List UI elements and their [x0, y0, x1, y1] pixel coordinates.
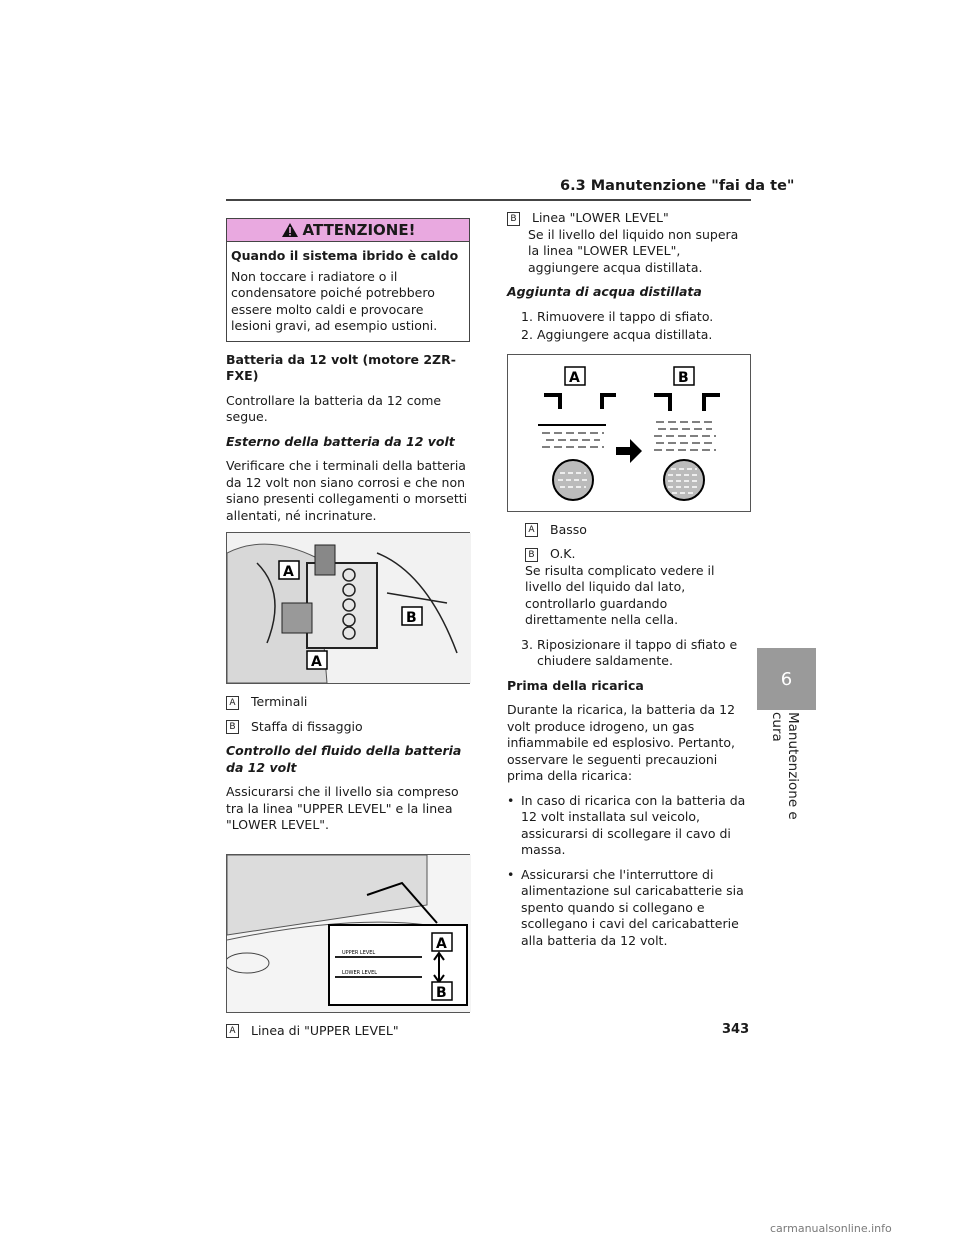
legend-badge: A — [226, 696, 239, 710]
step-number: 3. — [521, 636, 533, 652]
para-battery-exterior: Verificare che i terminali della batteria da 12 volt non siano corrosi e che non siano presenti collegamenti o morsetti allentati, né incrinature. — [226, 458, 468, 523]
legend-text: Linea di "UPPER LEVEL" — [251, 1022, 399, 1038]
heading-battery-exterior: Esterno della batteria da 12 volt — [226, 433, 455, 449]
legend-item — [226, 694, 470, 711]
legend-desc: Se il livello del liquido non supera la linea "LOWER LEVEL", aggiungere acqua distillata. — [528, 226, 739, 275]
step-number: 1. — [521, 308, 533, 324]
legend-text: Linea "LOWER LEVEL" — [532, 210, 669, 225]
page-number: 343 — [722, 1022, 750, 1037]
legend-badge: A — [226, 1024, 239, 1038]
warning-icon — [281, 222, 299, 238]
chapter-label: Manutenzione e cura — [769, 712, 801, 820]
step-text: Riposizionare il tappo di sfiato e chiudere saldamente. — [537, 636, 738, 668]
list-item: • Assicurarsi che l'interruttore di alimentazione sul caricabatterie sia spento quando si collegano e scollegano i cavi del caricabatterie alla batteria da 12 volt. — [507, 867, 752, 950]
warning-box — [226, 218, 470, 342]
warning-subtitle: Quando il sistema ibrido è caldo — [231, 248, 459, 263]
level-photo — [226, 854, 470, 1013]
warning-title: ATTENZIONE! — [302, 220, 416, 239]
header-rule — [226, 199, 751, 201]
fig2-badge: A — [436, 935, 447, 952]
legend-item — [525, 546, 752, 563]
list-item: • In caso di ricarica con la batteria da 12 volt installata sul veicolo, assicurarsi di scollegare il cavo di massa. — [507, 793, 752, 859]
legend-badge: A — [525, 523, 538, 537]
legend-item — [226, 719, 470, 736]
section-header: 6.3 Manutenzione "fai da te" — [560, 178, 795, 194]
legend-item — [525, 522, 752, 539]
fig1-badge: B — [406, 610, 417, 626]
legend-text: Terminali — [251, 694, 308, 709]
bullet-text: Assicurarsi che l'interruttore di alimentazione sul caricabatterie sia spento quando si collegano e scollegano i cavi del caricabatterie alla batteria da 12 volt. — [521, 866, 744, 948]
fig3-badge: B — [678, 369, 689, 386]
bullet-text: In caso di ricarica con la batteria da 12 volt installata sul veicolo, assicurarsi di scollegare il cavo di massa. — [521, 792, 746, 857]
legend-badge: B — [525, 548, 538, 562]
heading-fluid-check: Controllo del fluido della batteria da 12 volt — [226, 743, 462, 775]
para-fluid-check: Assicurarsi che il livello sia compreso tra la linea "UPPER LEVEL" e la linea "LOWER LEVEL". — [226, 784, 459, 832]
legend-text: Staffa di fissaggio — [251, 718, 363, 734]
legend-item — [226, 1023, 470, 1040]
step-item — [507, 327, 752, 344]
watermark: carmanualsonline.info — [770, 1222, 892, 1235]
step-text: Rimuovere il tappo di sfiato. — [537, 308, 714, 324]
level-diagram — [507, 354, 751, 512]
fig1-badge: A — [311, 654, 322, 670]
legend-desc: Se risulta complicato vedere il livello del liquido dal lato, controllarlo guardando direttamente nella cella. — [525, 562, 715, 627]
step-item — [507, 309, 752, 326]
step-text: Aggiungere acqua distillata. — [537, 327, 713, 342]
fig3-badge: A — [569, 369, 580, 386]
legend-item — [507, 210, 752, 227]
lower-level-label: LOWER LEVEL — [342, 969, 378, 976]
para-before-charging: Durante la ricarica, la batteria da 12 volt produce idrogeno, un gas infiammabile ed esplosivo. Pertanto, osservare le seguenti precauzioni prima della ricarica: — [507, 702, 736, 783]
right-column — [507, 210, 752, 949]
heading-before-charging: Prima della ricarica — [507, 677, 644, 693]
warning-header — [227, 219, 469, 242]
step-number: 2. — [521, 327, 533, 342]
para-battery-intro: Controllare la batteria da 12 come segue. — [226, 392, 442, 424]
battery-photo — [226, 532, 470, 684]
left-column — [226, 218, 470, 1047]
warning-text: Non toccare i radiatore o il condensatore poiché potrebbero essere molto caldi e provocare lesioni gravi, ad esempio ustioni. — [231, 268, 438, 333]
legend-badge: B — [507, 212, 520, 226]
heading-battery: Batteria da 12 volt (motore 2ZR-FXE) — [226, 351, 456, 383]
upper-level-label: UPPER LEVEL — [342, 949, 376, 956]
step-item — [507, 637, 752, 670]
legend-text: O.K. — [550, 546, 576, 561]
heading-add-water: Aggiunta di acqua distillata — [507, 284, 702, 299]
fig2-badge: B — [436, 984, 447, 1001]
chapter-tab: 6 — [757, 648, 816, 710]
fig1-badge: A — [283, 564, 294, 580]
legend-text: Basso — [550, 521, 587, 537]
legend-badge: B — [226, 720, 239, 734]
